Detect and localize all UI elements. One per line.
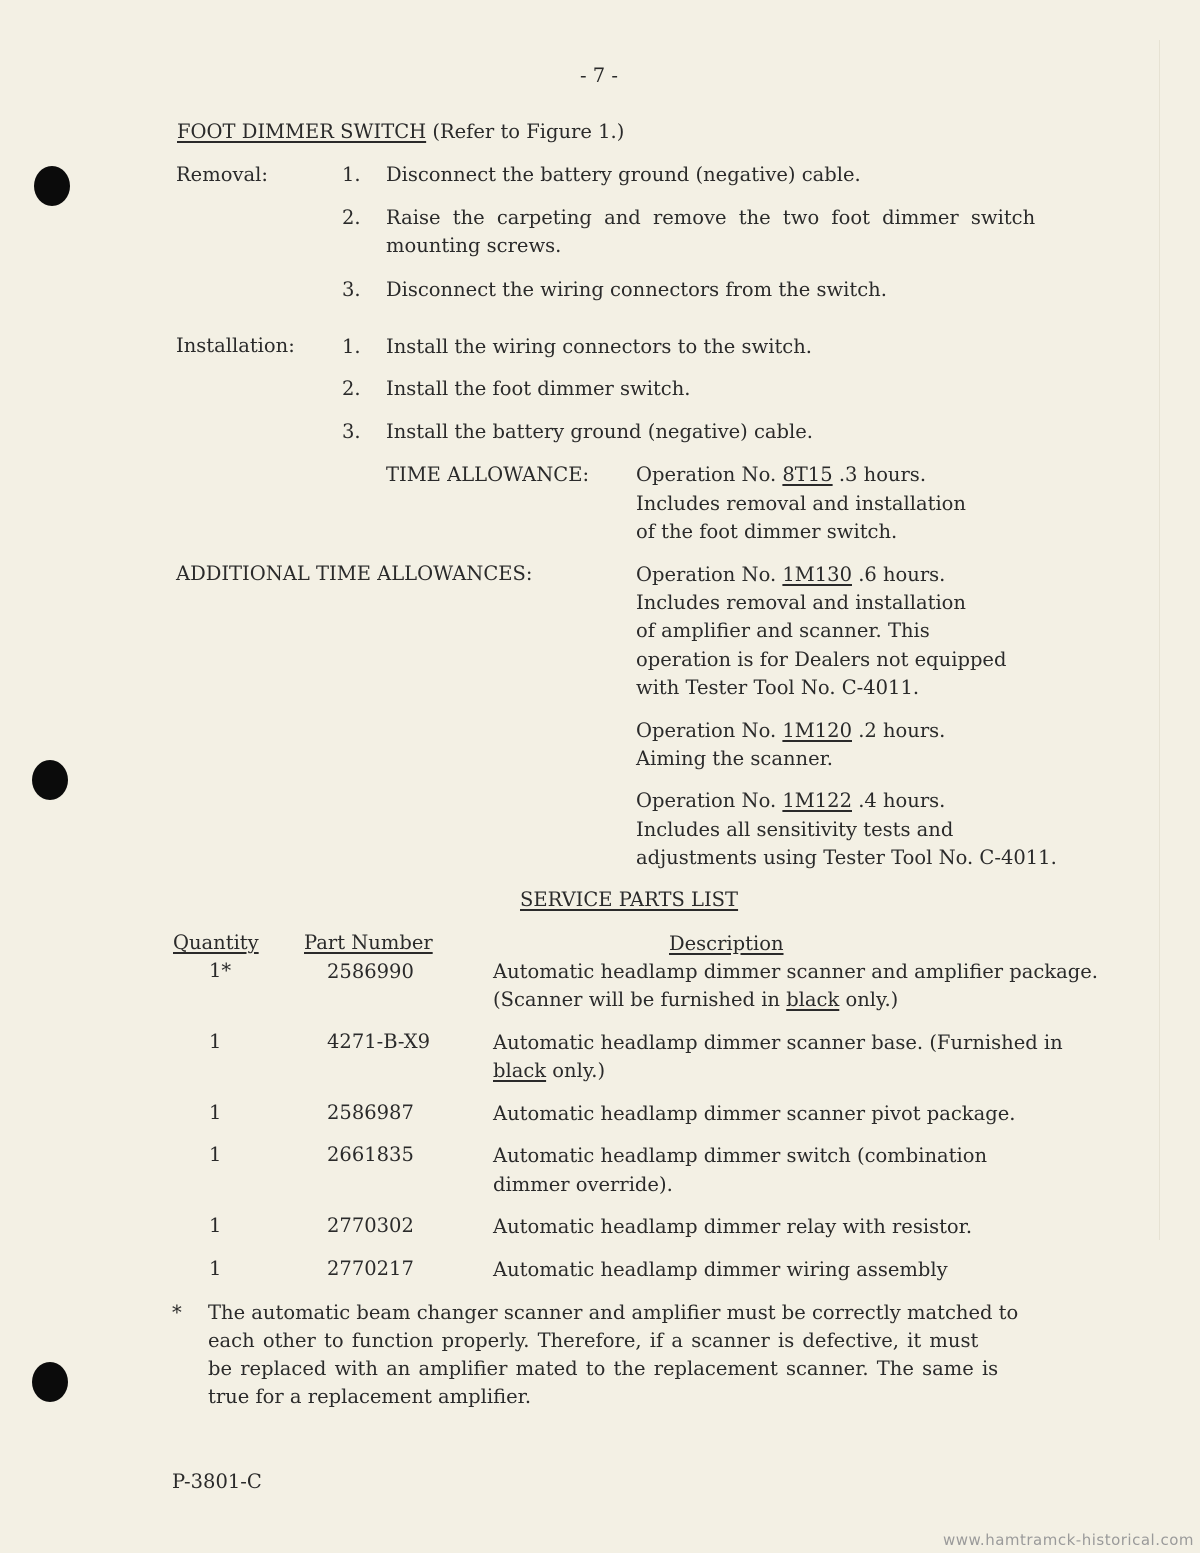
operation-hours: .4 hours. <box>858 789 946 812</box>
table-cell-part-number: 4271-B-X9 <box>327 1030 431 1053</box>
table-cell-description <box>493 986 898 1015</box>
operation-prefix: Operation No. <box>636 563 777 586</box>
footnote-line: true for a replacement amplifier. <box>208 1385 532 1408</box>
description-emphasis: black <box>493 1059 547 1082</box>
time-allowance-label: TIME ALLOWANCE: <box>386 463 590 486</box>
watermark-url: www.hamtramck-historical.com <box>943 1531 1194 1549</box>
operation-line: operation is for Dealers not equipped <box>636 648 1007 671</box>
table-cell-part-number: 2770302 <box>327 1214 414 1237</box>
table-cell-description: Automatic headlamp dimmer wiring assembly <box>493 1258 948 1281</box>
operation-line: Includes all sensitivity tests and <box>636 818 954 841</box>
document-code: P-3801-C <box>172 1470 262 1493</box>
operation-prefix: Operation No. <box>636 463 777 486</box>
operation-number: 1M120 <box>782 719 852 742</box>
table-cell-quantity: 1 <box>209 1030 222 1053</box>
table-cell-quantity: 1 <box>209 1143 222 1166</box>
table-cell-part-number: 2586987 <box>327 1101 414 1124</box>
description-text: (Scanner will be furnished in <box>493 988 787 1011</box>
operation-number: 1M122 <box>782 789 852 812</box>
section-title: FOOT DIMMER SWITCH <box>177 120 427 143</box>
operation-prefix: Operation No. <box>636 789 777 812</box>
binder-hole-bottom <box>32 1362 68 1402</box>
operation-hours: .6 hours. <box>858 563 946 586</box>
operation-line: with Tester Tool No. C-4011. <box>636 676 920 699</box>
page-number: - 7 - <box>580 64 618 87</box>
binder-hole-middle <box>32 760 68 800</box>
additional-label: ADDITIONAL TIME ALLOWANCES: <box>176 562 533 585</box>
table-cell-description: dimmer override). <box>493 1173 673 1196</box>
description-text: only.) <box>839 988 899 1011</box>
removal-step-number: 3. <box>342 278 361 301</box>
parts-list-title: SERVICE PARTS LIST <box>520 888 739 911</box>
installation-step-number: 3. <box>342 420 361 443</box>
time-allowance-line: of the foot dimmer switch. <box>636 520 898 543</box>
column-header-part-number: Part Number <box>304 931 433 954</box>
table-cell-description: Automatic headlamp dimmer relay with resistor. <box>493 1215 973 1238</box>
table-cell-description: Automatic headlamp dimmer scanner and amplifier package. <box>493 960 1098 983</box>
operation-number: 1M130 <box>782 563 852 586</box>
footnote-line: each other to function properly. Therefore, if a scanner is defective, it must <box>208 1329 979 1352</box>
section-heading <box>177 118 624 147</box>
footnote-line: be replaced with an amplifier mated to the replacement scanner. The same is <box>208 1357 999 1380</box>
table-cell-quantity: 1 <box>209 1214 222 1237</box>
table-cell-quantity: 1 <box>209 1101 222 1124</box>
operation-hours: .3 hours. <box>838 463 927 486</box>
installation-step-number: 2. <box>342 377 361 400</box>
operation-number: 8T15 <box>782 463 833 486</box>
table-cell-part-number: 2770217 <box>327 1257 414 1280</box>
removal-step-text: Disconnect the battery ground (negative) cable. <box>386 163 861 186</box>
page-edge-line <box>1159 40 1160 1240</box>
removal-step-number: 1. <box>342 163 361 186</box>
time-allowance-operation <box>636 461 926 490</box>
removal-label: Removal: <box>176 163 268 186</box>
table-cell-part-number: 2661835 <box>327 1143 414 1166</box>
section-ref: (Refer to Figure 1.) <box>432 120 625 143</box>
removal-step-number: 2. <box>342 206 361 229</box>
table-cell-description: Automatic headlamp dimmer scanner base. (Furnished in <box>493 1031 1063 1054</box>
removal-step-text: Disconnect the wiring connectors from the switch. <box>386 278 887 301</box>
table-cell-description: Automatic headlamp dimmer scanner pivot package. <box>493 1102 1016 1125</box>
column-header-quantity: Quantity <box>173 931 259 954</box>
operation-line: adjustments using Tester Tool No. C-4011. <box>636 846 1057 869</box>
removal-step-text: Raise the carpeting and remove the two foot dimmer switch <box>386 206 1036 229</box>
installation-step-number: 1. <box>342 335 361 358</box>
description-emphasis: black <box>786 988 840 1011</box>
installation-label: Installation: <box>176 334 295 357</box>
table-cell-description <box>493 1057 605 1086</box>
additional-operation <box>636 787 945 816</box>
table-cell-description: Automatic headlamp dimmer switch (combination <box>493 1144 988 1167</box>
table-cell-quantity: 1 <box>209 1257 222 1280</box>
operation-line: Aiming the scanner. <box>636 747 834 770</box>
operation-hours: .2 hours. <box>858 719 946 742</box>
description-text: only.) <box>546 1059 606 1082</box>
installation-step-text: Install the wiring connectors to the switch. <box>386 335 812 358</box>
operation-line: Includes removal and installation <box>636 591 966 614</box>
footnote-line: The automatic beam changer scanner and amplifier must be correctly matched to <box>208 1301 1019 1324</box>
removal-step-text: mounting screws. <box>386 234 562 257</box>
additional-operation <box>636 561 945 590</box>
time-allowance-line: Includes removal and installation <box>636 492 966 515</box>
installation-step-text: Install the battery ground (negative) cable. <box>386 420 813 443</box>
binder-hole-top <box>34 166 70 206</box>
column-header-description: Description <box>669 932 784 955</box>
table-cell-part-number: 2586990 <box>327 960 414 983</box>
installation-step-text: Install the foot dimmer switch. <box>386 377 691 400</box>
table-cell-quantity: 1* <box>209 959 232 982</box>
operation-prefix: Operation No. <box>636 719 777 742</box>
operation-line: of amplifier and scanner. This <box>636 619 930 642</box>
additional-operation <box>636 717 945 746</box>
footnote-mark: * <box>172 1301 182 1324</box>
